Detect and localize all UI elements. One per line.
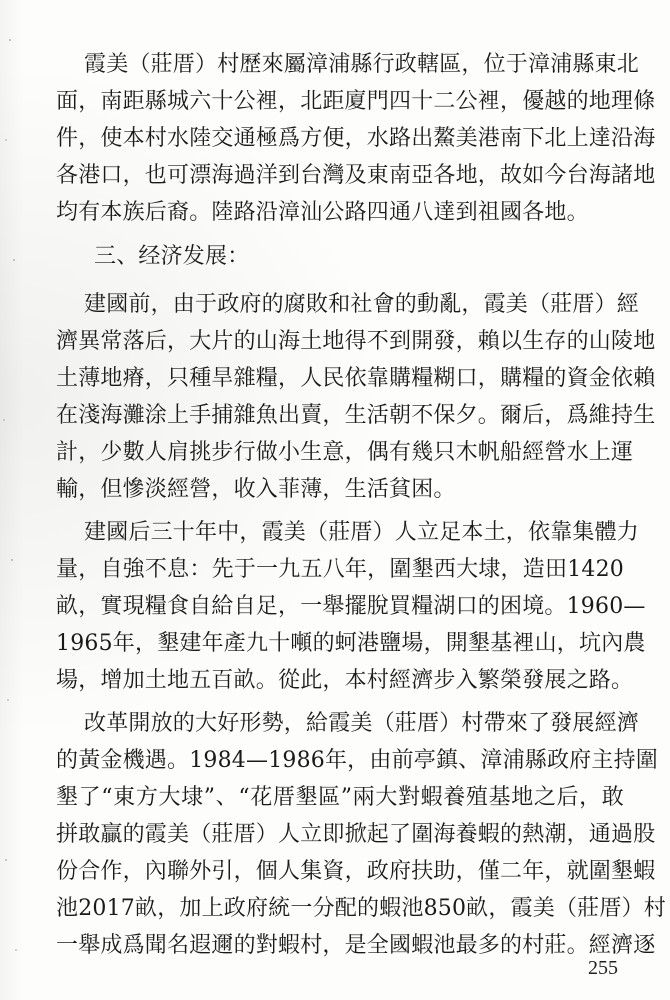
paragraph-3-line-4: 1965年，墾建年產九十噸的蚵港鹽場，開墾基裡山，坑內農 — [56, 631, 646, 656]
paragraph-2-line-2: 濟異常落后，大片的山海土地得不到開發，賴以生存的山陵地 — [56, 329, 656, 354]
paragraph-3-line-3: 畝，實現糧食自給自足，一舉擺脫買糧湖口的困境。1960— — [56, 594, 646, 619]
paragraph-1-line-2: 面，南距縣城六十公裡，北距廈門四十二公裡，優越的地理條 — [56, 89, 656, 114]
paragraph-4-line-7: 一舉成爲聞名遐邇的對蝦村，是全國蝦池最多的村莊。經濟逐 — [56, 933, 656, 958]
paragraph-1-line-5: 均有本族后裔。陸路沿漳汕公路四通八達到祖國各地。 — [56, 200, 589, 225]
page-number: 255 — [588, 957, 618, 979]
scan-edge-speckle — [0, 0, 28, 1000]
paragraph-4-line-3: 墾了“東方大埭”、“花厝墾區”兩大對蝦養殖基地之后，敢 — [56, 785, 624, 810]
paragraph-4-line-4: 拼敢贏的霞美（莊厝）人立即掀起了圍海養蝦的熱潮，通過股 — [56, 822, 656, 847]
paragraph-3-line-5: 場，增加土地五百畝。從此，本村經濟步入繁榮發展之路。 — [56, 668, 634, 693]
section-heading: 三、经济发展： — [94, 244, 250, 269]
paragraph-2-line-5: 計，少數人肩挑步行做小生意，偶有幾只木帆船經營水上運 — [56, 440, 634, 465]
paragraph-1-line-1: 霞美（莊厝）村歷來屬漳浦縣行政轄區，位于漳浦縣東北 — [84, 52, 640, 77]
paragraph-2-line-3: 土薄地瘠，只種旱雜糧，人民依靠購糧糊口，購糧的資金依賴 — [56, 366, 656, 391]
paragraph-4-line-6: 池2017畝，加上政府統一分配的蝦池850畝，霞美（莊厝）村 — [56, 896, 666, 921]
paragraph-4-line-1: 改革開放的大好形勢，給霞美（莊厝）村帶來了發展經濟 — [84, 711, 640, 736]
paragraph-4-line-2: 的黃金機遇。1984—1986年，由前亭鎮、漳浦縣政府主持圍 — [56, 748, 658, 773]
paragraph-2-line-1: 建國前，由于政府的腐敗和社會的動亂，霞美（莊厝）經 — [84, 292, 640, 317]
paragraph-1-line-4: 各港口，也可漂海過洋到台灣及東南亞各地，故如今台海諸地 — [56, 163, 656, 188]
paragraph-4-line-5: 份合作，內聯外引，個人集資，政府扶助，僅二年，就圍墾蝦 — [56, 859, 656, 884]
paragraph-1-line-3: 件，使本村水陸交通極爲方便，水路出鰲美港南下北上達沿海 — [56, 126, 656, 151]
paragraph-2-line-4: 在淺海灘涂上手捕雜魚出賣，生活朝不保夕。爾后，爲維持生 — [56, 403, 656, 428]
paragraph-2-line-6: 輸，但慘淡經營，收入菲薄，生活貧困。 — [56, 477, 456, 502]
paragraph-3-line-1: 建國后三十年中，霞美（莊厝）人立足本土，依靠集體力 — [84, 520, 640, 545]
paragraph-3-line-2: 量，自強不息：先于一九五八年，圍墾西大埭，造田1420 — [56, 557, 624, 582]
